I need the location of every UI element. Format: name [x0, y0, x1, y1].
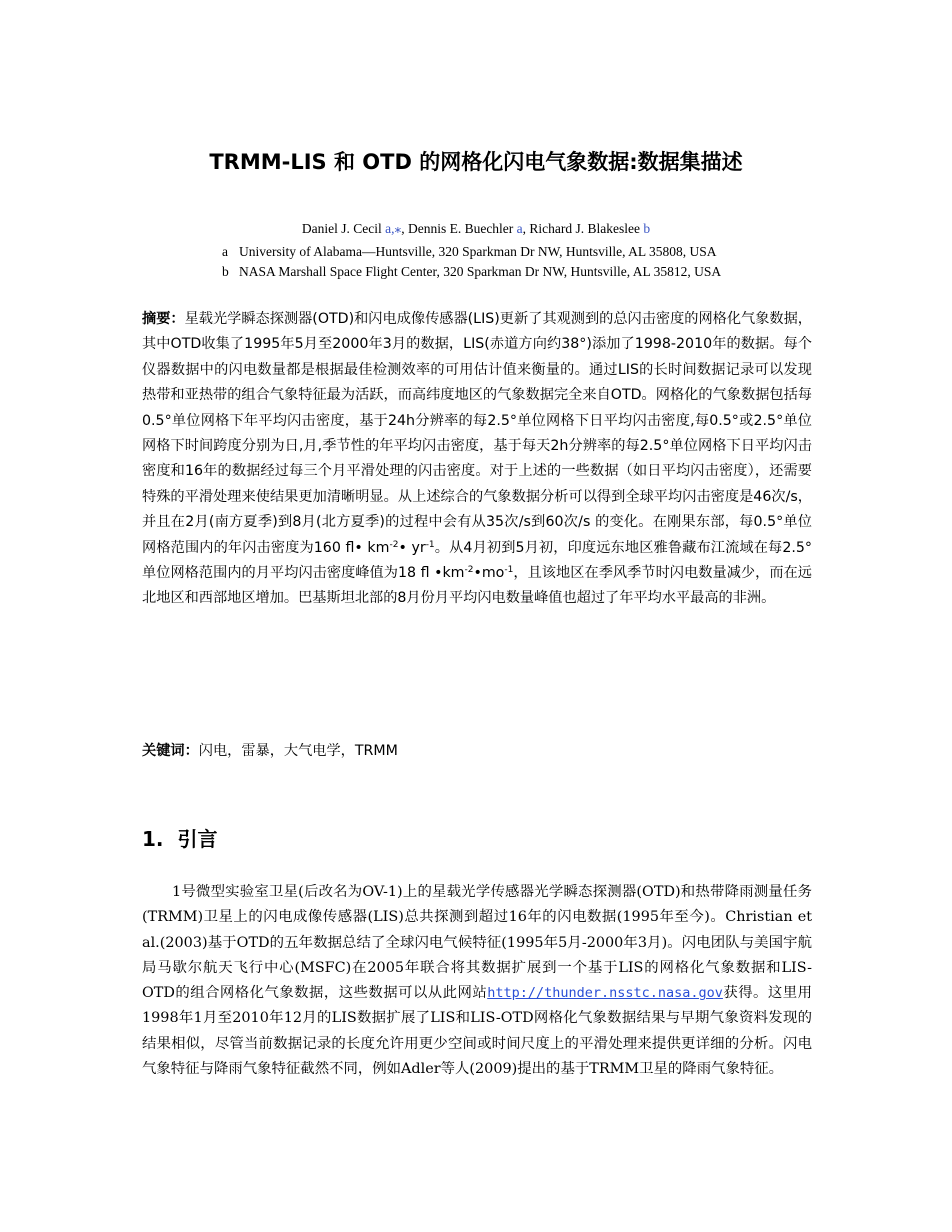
- keywords: [142, 740, 812, 760]
- affiliation-mark[interactable]: a: [516, 221, 523, 236]
- author-name: Daniel J. Cecil: [301, 221, 382, 236]
- abstract-label: 摘要：: [142, 311, 185, 327]
- abstract-text: 星载光学瞬态探测器(OTD)和闪电成像传感器(LIS)更新了其观测到的总闪击密度的网格化气象数据，其中OTD收集了1995年5月至2000年3月的数据，LIS(赤道方向约38°)添加了1998-2010年的数据。每个仪器数据中的闪电数量都是根据最佳检测效率的可用估计值来衡量的。通过LIS的长时间数据记录可以发现热带和亚热带的组合气象特征最为活跃，而高纬度地区的气象数据完全来自OTD。网格化的气象数据包括每0.5°单位网格下年平均闪击密度，基于24h分辨率的每2.5°单位网格下日平均闪击密度,每0.5°或2.5°单位网格下时间跨度分别为日,月,季节性的年平均闪击密度，基于每天2h分辨率的每2.5°单位网格下日平均闪击密度和16年的数据经过每三个月平滑处理的闪击密度。对于上述的一些数据（如日平均闪击密度），还需要特殊的平滑处理来使结果更加清晰明显。从上述综合的气象数据分析可以得到全球平均闪击密度是46次/s，并且在2月(南方夏季)到8月(北方夏季)的过程中会有从35次/s到60次/s 的变化。在刚果东部，每0.5°单位网格范围内的年闪击密度为160 fl• km: [142, 311, 812, 556]
- keywords-label: 关键词：: [142, 743, 199, 759]
- superscript: -2: [464, 565, 474, 576]
- website-link[interactable]: http://thunder.nsstc.nasa.gov: [487, 985, 723, 1002]
- keywords-text: 闪电，雷暴，大气电学，TRMM: [198, 743, 398, 759]
- intro-text: 获得。这里用1998年1月至2010年12月的LIS数据扩展了LIS和LIS-OTD网格化气象数据结果与早期气象资料发现的结果相似，尽管当前数据记录的长度允许用更少空间或时间尺度上的平滑处理来提供更详细的分析。闪电气象特征与降雨气象特征截然不同，例如Adler等人(2009)提出的基于TRMM卫星的降雨气象特征。: [142, 985, 812, 1078]
- author-list: Daniel J. Cecil a,⁎, Dennis E. Buechler a, Richard J. Blakeslee b: [301, 221, 651, 236]
- paper-title: TRMM-LIS 和 OTD 的网格化闪电气象数据:数据集描述: [209, 150, 743, 174]
- abstract-text: ，且该地区在季风季节时闪电数量减少，而在远北地区和西部地区增加。巴基斯坦北部的8月份月平均闪电数量峰值也超过了年平均水平最高的非洲。: [142, 565, 812, 607]
- affiliation-text: NASA Marshall Space Flight Center, 320 Sparkman Dr NW, Huntsville, AL 35812, USA: [239, 264, 722, 279]
- section-title: 引言: [177, 827, 218, 851]
- intro-text: 1号微型实验室卫星(后改名为OV-1)上的星载光学传感器光学瞬态探测器(OTD)和热带降雨测量任务(TRMM)卫星上的闪电成像传感器(LIS)总共探测到超过16年的闪电数据(1995年至今)。Christian et al.(2003)基于OTD的五年数据总结了全球闪电气候特征(1995年5月-2000年3月)。闪电团队与美国宇航局马歇尔航天飞行中心(MSFC)在2005年联合将其数据扩展到一个基于LIS的网格化气象数据和LIS-OTD的组合网格化气象数据，这些数据可以从此网站: [142, 884, 812, 1002]
- affiliation-letter: b: [222, 264, 229, 279]
- abstract-text: 。从4月初到5月初，印度远东地区雅鲁藏布江流域在每2.5°单位网格范围内的月平均闪击密度峰值为18 fl •km: [142, 539, 812, 582]
- abstract: [142, 307, 812, 612]
- affiliation-text: University of Alabama—Huntsville, 320 Sparkman Dr NW, Huntsville, AL 35808, USA: [239, 244, 717, 259]
- section-heading: [142, 823, 217, 852]
- superscript: -1: [504, 565, 514, 576]
- abstract-text: • yr: [398, 539, 426, 556]
- section-number: 1.: [142, 827, 164, 851]
- intro-paragraph: [142, 880, 812, 1082]
- superscript: -2: [389, 539, 399, 550]
- affiliation-mark[interactable]: b: [643, 221, 651, 236]
- abstract-text: •mo: [473, 565, 505, 582]
- author-name: Richard J. Blakeslee: [529, 221, 641, 236]
- affiliation-b: [222, 264, 782, 280]
- affiliation-a: [222, 244, 782, 260]
- affiliation-letter: a: [222, 244, 228, 259]
- author-name: Dennis E. Buechler: [407, 221, 514, 236]
- affiliation-mark[interactable]: a,⁎: [385, 221, 402, 236]
- superscript: -1: [425, 539, 435, 550]
